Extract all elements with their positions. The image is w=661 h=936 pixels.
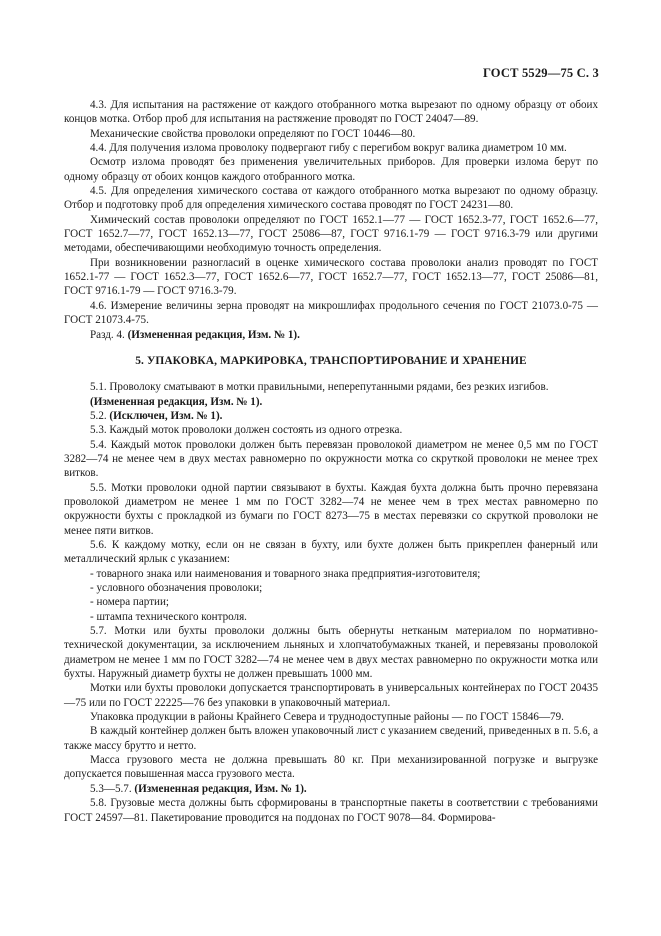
paragraph-4-4: 4.4. Для получения излома проволоку подвергают гибу с перегибом вокруг валика диаметром 10 мм. [90,142,567,155]
paragraph-5-7: 5.7. Мотки или бухты проволоки должны быть обернуты нетканым материалом по нормативно-технической документации, за исключением льняных и хлопчатобумажных тканей, и перевязаны проволокой диаметром не менее 1 мм по ГОСТ 3282—74 не менее чем в двух местах равномерно по окружности мотка или бухты. Наружный диаметр бухты не должен превышать 1000 мм. [64,625,598,681]
paragraph-5-1-amendment: (Измененная редакция, Изм. № 1). [90,395,263,408]
paragraph-5-7-containers: Мотки или бухты проволоки допускается транспортировать в универсальных контейнерах по ГОСТ 20435—75 или по ГОСТ 22225—76 без упаковки в упаковочный материал. [64,682,598,709]
paragraph-5-8: 5.8. Грузовые места должны быть сформированы в транспортные пакеты в соответствии с требованиями ГОСТ 24597—81. Пакетирование проводится на поддонах по ГОСТ 9078—84. Формирова- [64,797,598,824]
section-4-amendment [64,328,598,342]
paragraph-5-2 [64,409,598,423]
paragraph-4-4-inspection: Осмотр излома проводят без применения увеличительных приборов. Для проверки излома берут по одному образцу от обоих концов каждого отобранного мотка. [64,156,598,183]
section-5-title: 5. УПАКОВКА, МАРКИРОВКА, ТРАНСПОРТИРОВАНИЕ И ХРАНЕНИЕ [135,354,527,367]
paragraph-5-7-packing-list: В каждый контейнер должен быть вложен упаковочный лист с указанием сведений, приведенных в п. 5.6, а также массу брутто и нетто. [64,725,598,752]
paragraph-5-3: 5.3. Каждый моток проволоки должен состоять из одного отрезка. [90,424,403,437]
paragraph-4-5: 4.5. Для определения химического состава от каждого отобранного мотка вырезают по одному образцу. Отбор и подготовку проб для определения химического состава проводят по ГОСТ 24231—80. [64,185,598,212]
paragraph-5-2-excluded: (Исключен, Изм. № 1). [109,409,223,422]
paragraph-5-2-number: 5.2. [90,409,110,422]
amendment-prefix: Разд. 4. [90,328,128,341]
list-item: - условного обозначения проволоки; [90,582,263,594]
list-item: - товарного знака или наименования и товарного знака предприятия-изготовителя; [90,567,481,580]
document-body [64,98,598,825]
list-item: - номера партии; [90,596,169,609]
paragraph-4-6: 4.6. Измерение величины зерна проводят на микрошлифах продольного сечения по ГОСТ 21073.0-75 — ГОСТ 21073.4-75. [64,299,598,327]
amendment-prefix: 5.3—5.7. [90,782,135,795]
paragraph-4-3: 4.3. Для испытания на растяжение от каждого отобранного мотка вырезают по одному образцу от обоих концов мотка. Отбор проб для испытания на растяжение проводят по ГОСТ 24047—89. [64,99,598,126]
paragraph-5-7-mass: Масса грузового места не должна превышать 80 кг. При механизированной погрузке и выгрузке допускается повышенная масса грузового места. [64,754,598,781]
paragraph-5-1: 5.1. Проволоку сматывают в мотки правильными, неперепутанными рядами, без резких изгибов. [90,381,549,394]
page-header: ГОСТ 5529—75 С. 3 [482,66,599,80]
list-item: - штампа технического контроля. [90,610,247,623]
paragraph-4-5-chemical: Химический состав проволоки определяют по ГОСТ 1652.1—77 — ГОСТ 1652.3-77, ГОСТ 1652.6—77, ГОСТ 1652.7—77, ГОСТ 1652.13—77, ГОСТ 25086—87, ГОСТ 9716.1-79 — ГОСТ 9716.3-79 или другими методами, обеспечивающими необходимую точность определения. [64,213,598,255]
paragraph-5-3-5-7-amendment [64,782,598,796]
paragraph-5-4: 5.4. Каждый моток проволоки должен быть перевязан проволокой диаметром не менее 0,5 мм по ГОСТ 3282—74 не менее чем в двух местах равномерно по окружности мотка со скруткой проволоки не менее трех витков. [64,438,598,480]
paragraph-4-5-disputes: При возникновении разногласий в оценке химического состава проволоки анализ проводят по ГОСТ 1652.1-77 — ГОСТ 1652.3—77, ГОСТ 1652.6—77, ГОСТ 1652.7—77, ГОСТ 1652.13—77, ГОСТ 25086—81, ГОСТ 9716.1-79 — ГОСТ 9716.3-79. [64,256,598,298]
paragraph-5-7-north: Упаковка продукции в районы Крайнего Севера и труднодоступные районы — по ГОСТ 15846—79. [90,711,564,724]
paragraph-5-6: 5.6. К каждому мотку, если он не связан в бухту, или бухте должен быть прикреплен фанерный или металлический ярлык с указанием: [64,538,598,566]
paragraph-5-5: 5.5. Мотки проволоки одной партии связывают в бухты. Каждая бухта должна быть прочно перевязана проволокой диаметром не менее 1 мм по ГОСТ 3282—74 не менее чем в трех местах равномерно по окружности бухты с прокладкой из бумаги по ГОСТ 8273—75 в местах перевязки со скруткой проволоки не менее пяти витков. [64,481,598,537]
paragraph-4-3-mechanical: Механические свойства проволоки определяют по ГОСТ 10446—80. [90,127,416,140]
amendment-note: (Измененная редакция, Изм. № 1). [134,782,307,795]
amendment-note: (Измененная редакция, Изм. № 1). [127,328,300,341]
